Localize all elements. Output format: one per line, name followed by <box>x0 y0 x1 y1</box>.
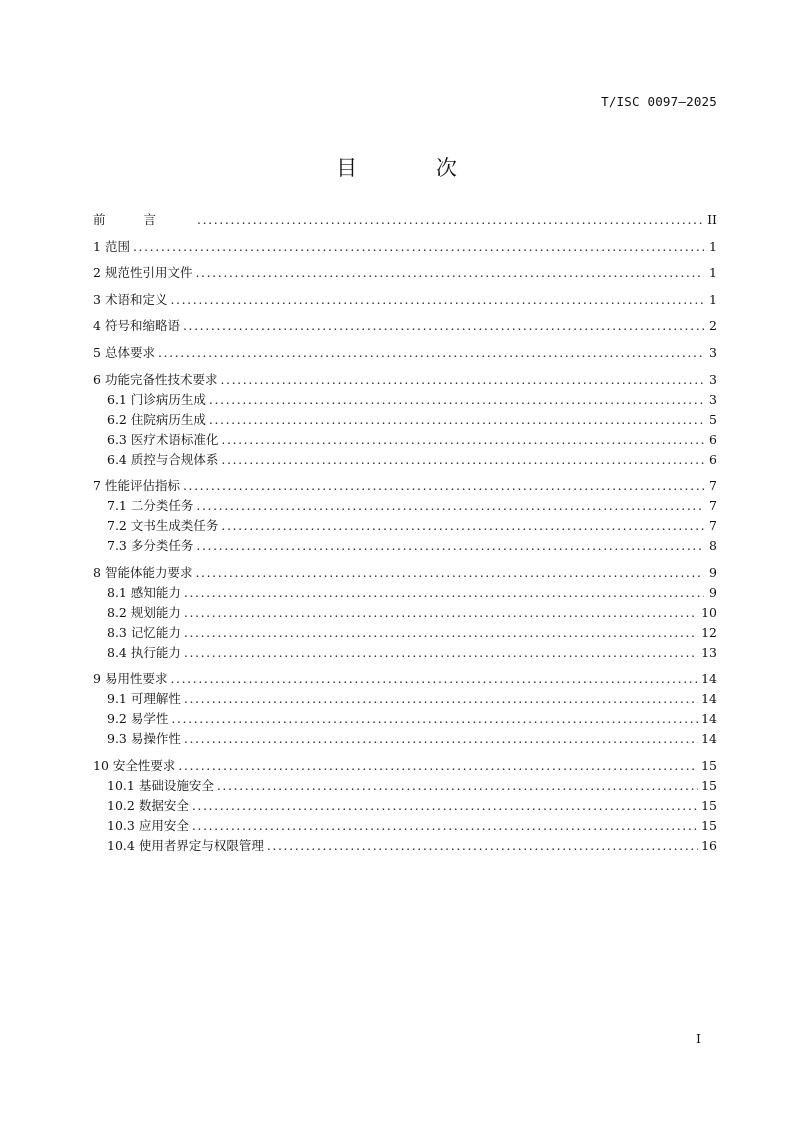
dot-leader <box>171 709 698 729</box>
dot-leader <box>195 563 704 583</box>
dot-leader <box>184 603 698 623</box>
dot-leader <box>178 756 698 776</box>
document-code: T/ISC 0097—2025 <box>601 94 717 109</box>
dot-leader <box>221 516 704 536</box>
toc-entry-page: 2 <box>709 318 717 334</box>
dot-leader <box>197 210 704 230</box>
toc-entry-label: 记忆能力 <box>130 624 181 640</box>
toc-entry-page: 8 <box>709 538 717 554</box>
toc-entry-page: 12 <box>701 624 717 640</box>
toc-subentry[interactable] <box>93 836 717 856</box>
toc-entry-page: 5 <box>709 411 717 427</box>
toc-entry-page: 7 <box>709 518 717 534</box>
toc-entry-page: II <box>707 212 717 227</box>
toc-entry-number: 7.2 <box>107 518 131 534</box>
toc-entry-page: 16 <box>701 837 717 853</box>
toc-subentry[interactable] <box>93 496 717 516</box>
toc-entry-number: 9.1 <box>107 691 131 707</box>
toc-entry-page: 7 <box>709 498 717 514</box>
toc-entry[interactable] <box>93 476 717 496</box>
toc-entry-page: 15 <box>701 777 717 793</box>
toc-subentry[interactable] <box>93 603 717 623</box>
dot-leader <box>184 689 698 709</box>
page-number: I <box>696 1031 701 1046</box>
dot-leader <box>133 237 704 257</box>
toc-entry-label: 前言 <box>93 212 195 227</box>
toc-entry[interactable] <box>93 563 717 583</box>
toc-entry-label: 智能体能力要求 <box>104 564 193 580</box>
toc-subentry[interactable] <box>93 776 717 796</box>
toc-entry-label: 规范性引用文件 <box>104 265 193 281</box>
toc-subentry[interactable] <box>93 583 717 603</box>
toc-subentry[interactable] <box>93 643 717 663</box>
toc-entry[interactable] <box>93 237 717 257</box>
dot-leader <box>184 643 698 663</box>
toc-entry-number: 6 <box>93 371 105 387</box>
toc-entry-label: 门诊病历生成 <box>130 391 206 407</box>
toc-entry-label: 数据安全 <box>138 797 189 813</box>
toc-entry-number: 4 <box>93 318 105 334</box>
toc-entry-number: 10.1 <box>107 777 139 793</box>
dot-leader <box>184 583 704 603</box>
toc-subentry[interactable] <box>93 536 717 556</box>
toc-entry-number: 10 <box>93 757 113 773</box>
toc-entry-label: 感知能力 <box>130 584 181 600</box>
toc-entry-number: 9 <box>93 671 105 687</box>
toc-entry-page: 1 <box>709 291 717 307</box>
toc-entry-number: 8.1 <box>107 584 131 600</box>
toc-subentry[interactable] <box>93 623 717 643</box>
toc-subentry[interactable] <box>93 430 717 450</box>
toc-entry-number: 6.4 <box>107 451 131 467</box>
dot-leader <box>267 836 698 856</box>
toc-entry-label: 范围 <box>104 238 130 254</box>
toc-entry-label: 使用者界定与权限管理 <box>138 837 264 853</box>
toc-entry-label: 文书生成类任务 <box>130 518 219 534</box>
toc-subentry[interactable] <box>93 516 717 536</box>
toc-entry-label: 应用安全 <box>138 817 189 833</box>
toc-entry-label: 易学性 <box>130 711 169 727</box>
toc-entry-number: 8.3 <box>107 624 131 640</box>
toc-entry-label: 符号和缩略语 <box>104 318 180 334</box>
dot-leader <box>184 623 698 643</box>
dot-leader <box>221 450 704 470</box>
toc-entry-page: 14 <box>701 671 717 687</box>
toc-entry-label: 多分类任务 <box>130 538 194 554</box>
toc-entry-number: 10.2 <box>107 797 139 813</box>
toc-entry-number: 9.3 <box>107 731 131 747</box>
toc-entry-label: 执行能力 <box>130 644 181 660</box>
toc-entry-number: 6.1 <box>107 391 131 407</box>
dot-leader <box>184 729 698 749</box>
toc-entry[interactable] <box>93 343 717 363</box>
toc-entry-page: 15 <box>701 817 717 833</box>
toc-entry-label: 易用性要求 <box>104 671 168 687</box>
toc-subentry[interactable] <box>93 450 717 470</box>
toc-title: 目 次 <box>336 156 493 180</box>
toc-entry-page: 3 <box>709 371 717 387</box>
dot-leader <box>217 776 698 796</box>
toc-entry-page: 9 <box>709 584 717 600</box>
toc-entry-number: 6.3 <box>107 431 131 447</box>
toc-subentry[interactable] <box>93 410 717 430</box>
toc-entry-page: 14 <box>701 731 717 747</box>
toc-entry-number: 2 <box>93 265 105 281</box>
toc-subentry[interactable] <box>93 709 717 729</box>
toc-entry[interactable] <box>93 370 717 390</box>
toc-entry-page: 1 <box>709 238 717 254</box>
toc-entry-label: 规划能力 <box>130 604 181 620</box>
table-of-contents <box>93 210 717 856</box>
toc-entry-page: 1 <box>709 265 717 281</box>
toc-entry-number: 3 <box>93 291 105 307</box>
toc-subentry[interactable] <box>93 689 717 709</box>
toc-entry-number: 6.2 <box>107 411 131 427</box>
toc-entry-number: 9.2 <box>107 711 131 727</box>
dot-leader <box>158 343 704 363</box>
dot-leader <box>192 796 698 816</box>
dot-leader <box>221 430 704 450</box>
toc-entry[interactable] <box>93 669 717 689</box>
toc-subentry[interactable] <box>93 390 717 410</box>
dot-leader <box>220 370 704 390</box>
toc-entry-label: 医疗术语标准化 <box>130 431 219 447</box>
toc-subentry[interactable] <box>93 796 717 816</box>
dot-leader <box>183 316 704 336</box>
toc-entry-number: 7.1 <box>107 498 131 514</box>
toc-entry-label: 二分类任务 <box>130 498 194 514</box>
dot-leader <box>183 476 704 496</box>
toc-entry-number: 10.4 <box>107 837 139 853</box>
toc-entry-label: 总体要求 <box>104 344 155 360</box>
toc-entry-number: 1 <box>93 238 105 254</box>
toc-subentry[interactable] <box>93 729 717 749</box>
toc-entry-page: 9 <box>709 564 717 580</box>
toc-entry-number: 8.2 <box>107 604 131 620</box>
toc-entry[interactable] <box>93 210 717 230</box>
dot-leader <box>170 290 704 310</box>
toc-entry-label: 基础设施安全 <box>138 777 214 793</box>
toc-entry-label: 住院病历生成 <box>130 411 206 427</box>
toc-entry-page: 6 <box>709 431 717 447</box>
toc-entry-label: 安全性要求 <box>112 757 176 773</box>
toc-entry-number: 8.4 <box>107 644 131 660</box>
dot-leader <box>209 390 704 410</box>
toc-entry-label: 性能评估指标 <box>104 478 180 494</box>
toc-entry-page: 13 <box>701 644 717 660</box>
toc-entry-page: 7 <box>709 478 717 494</box>
toc-entry-page: 14 <box>701 691 717 707</box>
toc-entry-number: 5 <box>93 344 105 360</box>
dot-leader <box>209 410 704 430</box>
toc-entry[interactable] <box>93 290 717 310</box>
toc-entry[interactable] <box>93 756 717 776</box>
dot-leader <box>195 263 704 283</box>
toc-entry-number: 10.3 <box>107 817 139 833</box>
toc-entry-page: 6 <box>709 451 717 467</box>
toc-entry-label: 术语和定义 <box>104 291 168 307</box>
toc-entry-page: 15 <box>701 757 717 773</box>
toc-entry-label: 功能完备性技术要求 <box>104 371 218 387</box>
toc-entry-number: 8 <box>93 564 105 580</box>
dot-leader <box>196 536 704 556</box>
toc-entry-number: 7.3 <box>107 538 131 554</box>
toc-entry-page: 3 <box>709 391 717 407</box>
toc-entry-label: 可理解性 <box>130 691 181 707</box>
dot-leader <box>192 816 698 836</box>
toc-entry-page: 14 <box>701 711 717 727</box>
toc-entry-number: 7 <box>93 478 105 494</box>
toc-subentry[interactable] <box>93 816 717 836</box>
dot-leader <box>170 669 698 689</box>
toc-entry-label: 质控与合规体系 <box>130 451 219 467</box>
toc-entry-label: 易操作性 <box>130 731 181 747</box>
toc-entry-page: 15 <box>701 797 717 813</box>
toc-entry[interactable] <box>93 263 717 283</box>
toc-entry-page: 3 <box>709 344 717 360</box>
toc-entry[interactable] <box>93 316 717 336</box>
toc-entry-page: 10 <box>701 604 717 620</box>
dot-leader <box>196 496 704 516</box>
